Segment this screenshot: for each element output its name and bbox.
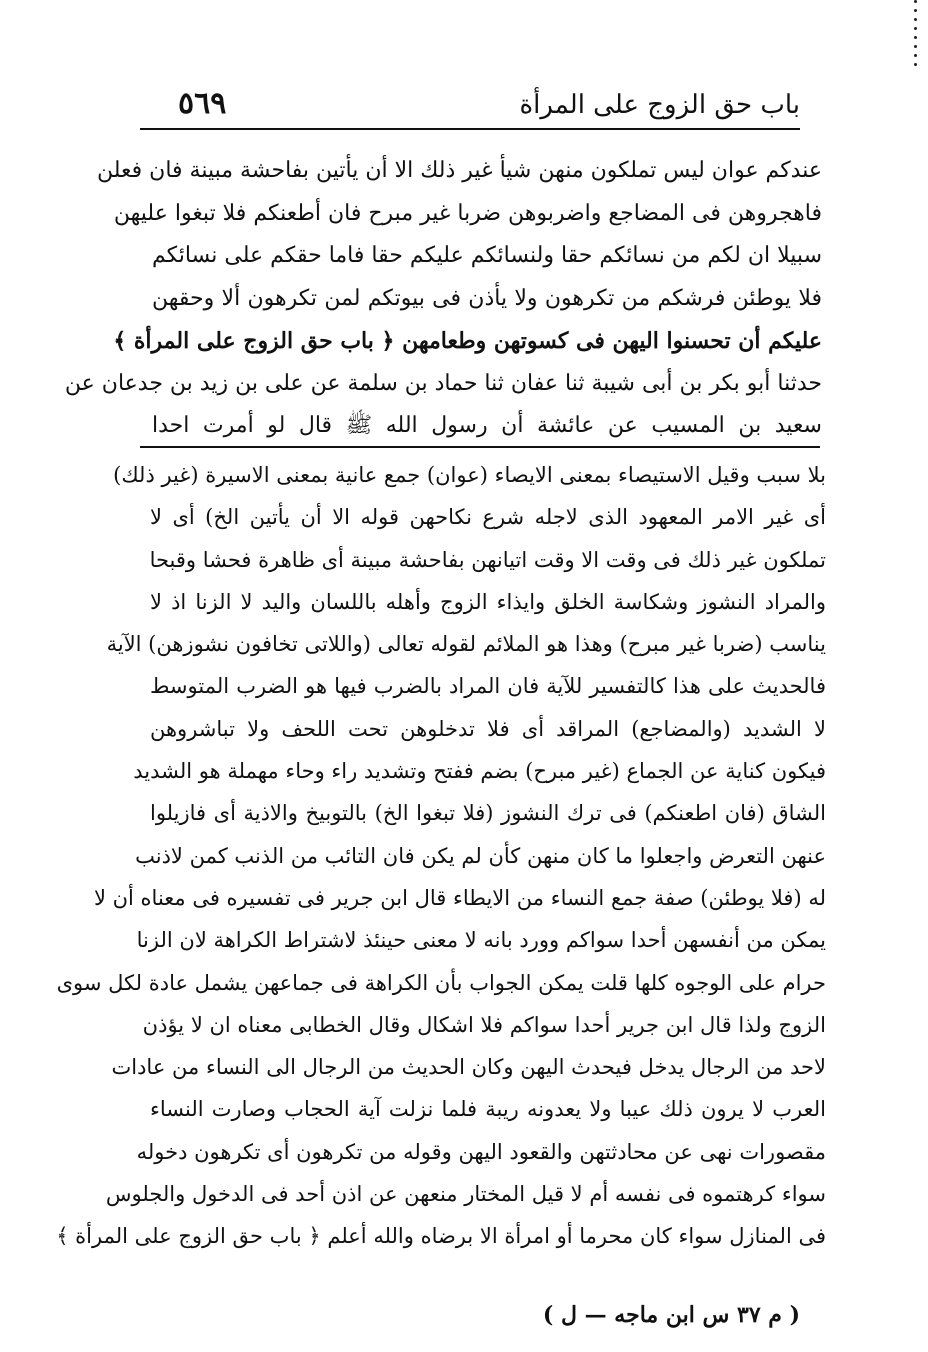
commentary-line: فى المنازل سواء كان محرما أو امرأة الا برضاه والله أعلم ﴿ باب حق الزوج على المرأة ﴾ [56, 1224, 826, 1249]
commentary-line: بلا سبب وقيل الاستيصاء بمعنى الايصاء (عوان) جمع عانية بمعنى الاسيرة (غير ذلك) [113, 463, 826, 487]
commentary-line: العرب لا يرون ذلك عيبا ولا يعدونه ريبة فلما نزلت آية الحجاب وصارت النساء [150, 1097, 826, 1122]
page-edge-marks [914, 0, 918, 70]
hadith-text [64, 150, 822, 448]
commentary-line: الشاق (فان اطعنكم) فى ترك النشوز (فلا تبغوا الخ) بالتوبيخ والاذية أى فازيلوا [150, 801, 826, 826]
page-number: ٥٦٩ [178, 86, 227, 121]
text-line: فلا يوطئن فرشكم من تكرهون ولا يأذن فى بيوتكم لمن تكرهون ألا وحقهن [152, 285, 822, 311]
commentary-line: عنهن التعرض واجعلوا ما كان منهن كأن لم يكن فان التائب من الذنب كمن لاذنب [135, 843, 826, 868]
commentary-line: فيكون كناية عن الجماع (غير مبرح) بضم ففتح وتشديد راء وحاء مهملة هو الشديد [133, 759, 826, 784]
text-line: سبيلا ان لكم من نسائكم حقا ولنسائكم عليكم حقا فاما حقكم على نسائكم [152, 243, 822, 268]
commentary-line: فالحديث على هذا كالتفسير للآية فان المراد بالضرب فيها هو الضرب المتوسط [150, 674, 826, 699]
section-divider [140, 446, 820, 448]
commentary-line: لاحد من الرجال يدخل فيحدث اليهن وكان الحديث من الرجال الى النساء من عادات [111, 1055, 826, 1080]
signature-mark: ( م ٣٧ س ابن ماجه — ل ) [542, 1302, 800, 1328]
text-line: سعيد بن المسيب عن عائشة أن رسول الله ﷺ قال لو أمرت احدا [152, 413, 822, 438]
commentary-line: والمراد النشوز وشكاسة الخلق وايذاء الزوج وأهله باللسان واليد لا الزنا اذ لا [150, 589, 826, 614]
commentary-line: حرام على الوجوه كلها قلت يمكن الجواب بأن الكراهة فى جماعهن يشمل عادة لكل سوى [56, 970, 826, 995]
commentary-line: سواء كرهتموه فى نفسه أم لا قيل المختار منعهن عن اذن أحد فى الدخول والجلوس [105, 1182, 826, 1207]
commentary-line: تملكون غير ذلك فى وقت الا وقت اتيانهن بفاحشة مبينة أى ظاهرة فحشا وقبحا [149, 547, 826, 572]
commentary-line: يمكن من أنفسهن أحدا سواكم وورد بانه لا معنى حينئذ لاشتراط الكراهة لان الزنا [136, 928, 826, 953]
commentary-line: له (فلا يوطئن) صفة جمع النساء من الايطاء قال ابن جرير فى تفسيره فى معناه أن لا [93, 885, 826, 910]
commentary-line: أى غير الامر المعهود الذى لاجله شرع نكاحهن قوله الا أن يأتين الخ) أى لا [150, 505, 826, 530]
text-line: عليكم أن تحسنوا اليهن فى كسوتهن وطعامهن ﴿ باب حق الزوج على المرأة ﴾ [113, 328, 822, 354]
text-line: فاهجروهن فى المضاجع واضربوهن ضربا غير مبرح فان أطعنكم فلا تبغوا عليهن [113, 200, 822, 226]
commentary-line: الزوج ولذا قال ابن جرير أحدا سواكم فلا اشكال وقال الخطابى معناه ان لا يؤذن [142, 1012, 826, 1037]
commentary-text [56, 454, 826, 1258]
page-header [140, 84, 800, 130]
commentary-line: يناسب (ضربا غير مبرح) وهذا هو الملائم لقوله تعالى (واللاتى تخافون نشوزهن) الآية [106, 632, 826, 657]
commentary-line: مقصورات نهى عن محادثتهن والقعود اليهن وقوله من تكرهون أى تكرهون دخوله [136, 1139, 826, 1164]
text-line: حدثنا أبو بكر بن أبى شيبة ثنا عفان ثنا حماد بن سلمة عن على بن زيد بن جدعان عن [64, 370, 822, 396]
commentary-line: لا الشديد (والمضاجع) المراقد أى فلا تدخلوهن تحت اللحف ولا تباشروهن [150, 716, 826, 741]
running-title: باب حق الزوج على المرأة [519, 90, 800, 120]
text-line: عندكم عوان ليس تملكون منهن شيأ غير ذلك الا أن يأتين بفاحشة مبينة فان فعلن [97, 158, 822, 183]
